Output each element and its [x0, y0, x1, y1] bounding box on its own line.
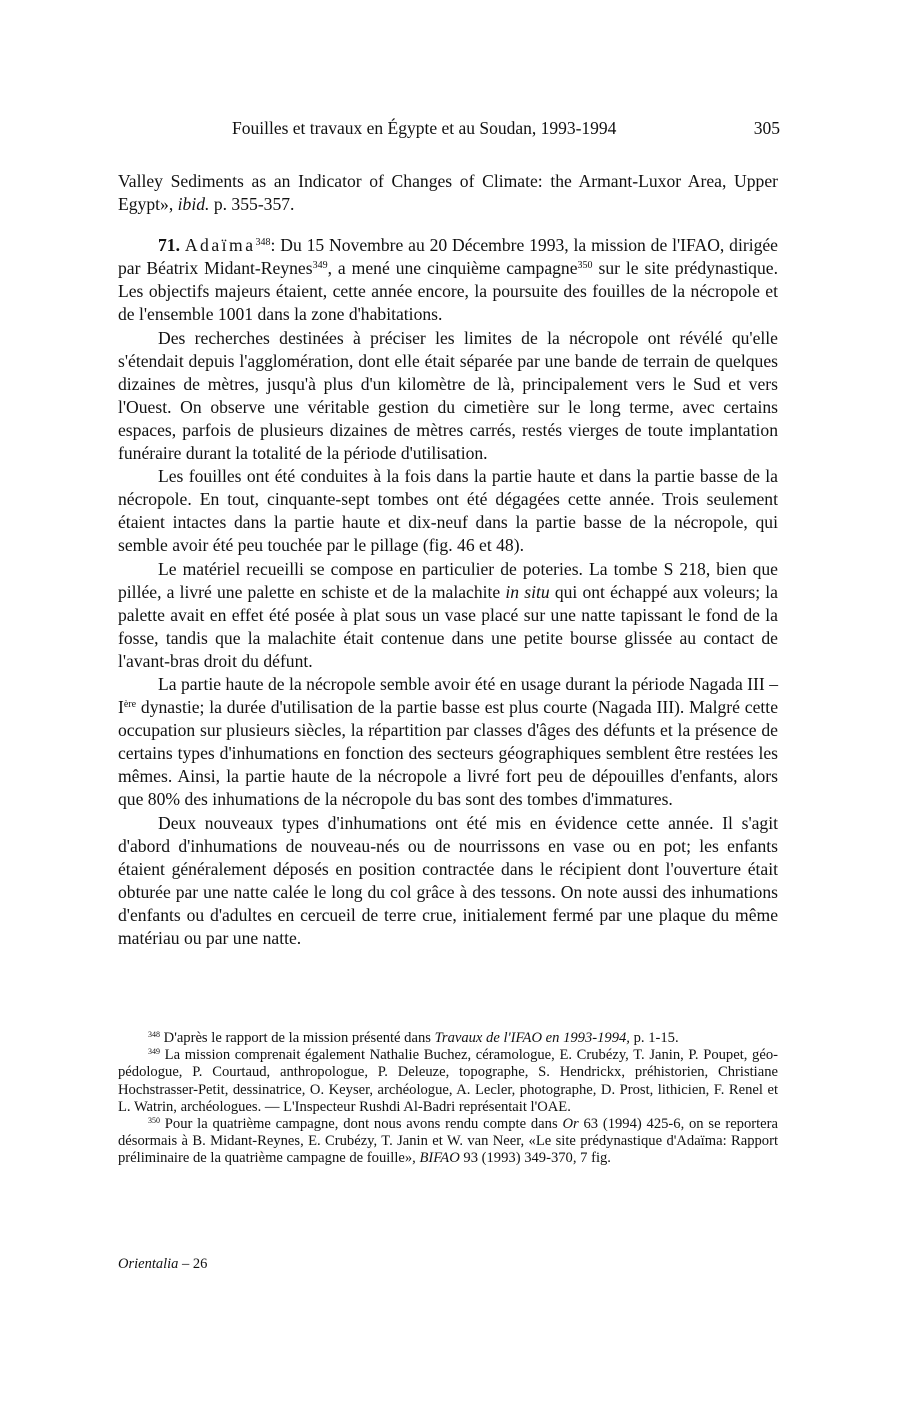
paragraph-chronology: [118, 673, 778, 812]
continued-reference-pages: p. 355-357.: [213, 194, 295, 215]
paragraph-71: [118, 234, 778, 326]
signature-mark: [118, 1256, 207, 1273]
footnote-ref-349: 349: [312, 260, 328, 272]
footnote-348-title-italic: Travaux de l'IFAO en 1993-1994,: [434, 1030, 630, 1046]
footnote-350: [118, 1116, 778, 1168]
footnote-number: 349: [148, 1047, 160, 1057]
paragraph-necropolis-limits: Des recherches destinées à préciser les limites de la nécropole ont révélé qu'elle s'étendait depuis l'agglomération, dont elle était séparée par une bande de terrain de quelques dizaines de mètres, jusqu'à plus d'un kilomètre de là, principalement vers le Sud et vers l'Ouest. On observe une véritable gestion du cimetière sur le long terme, avec certains espaces, parfois de plusieurs dizaines de mètres carrés, restés vierges de toute implantation funéraire durant la totalité de la période d'utilisation.: [118, 327, 778, 464]
main-text: [118, 170, 778, 950]
sheet-number: 26: [192, 1256, 208, 1272]
continued-reference: [118, 170, 778, 216]
site-name: Adaïma: [184, 235, 256, 256]
footer-separator: –: [182, 1256, 190, 1272]
in-situ-italic: in situ: [505, 581, 550, 602]
page-number: 305: [753, 118, 780, 138]
journal-name: Orientalia: [118, 1256, 179, 1272]
footnote-350-text-b: 63 (1994) 425-6, on se reportera désormais à B. Midant-Reynes, E. Crubézy, T. Janin et W. van Neer, «Le site prédynastique d'Adaïma: Rapport préliminaire de la quatrième campagne de fouille»,: [118, 1116, 778, 1167]
footnote-350-text-a: Pour la quatrième campagne, dont nous avons rendu compte dans: [164, 1116, 558, 1133]
paragraph-chronology-text-b: dynastie; la durée d'utilisation de la partie basse est plus courte (Nagada III). Malgré cette occupation sur plusieurs siècles, la répartition par classes d'âges des défunts et la présence de certains types d'inhumations en fonction des secteurs géographiques semblent être restées les mêmes. Ainsi, la partie haute de la nécropole a livré fort peu de dépouilles d'enfants, alors que 80% des inhumations de la nécropole du bas sont des tombes d'immatures.: [118, 697, 778, 810]
paragraph-71-text-c: sur le site prédynastique. Les objectifs majeurs étaient, cette année encore, la poursuite des fouilles de la nécropole et de l'ensemble 1001 dans la zone d'habitations.: [118, 258, 778, 325]
paragraph-excavations: Les fouilles ont été conduites à la fois dans la partie haute et dans la partie basse de la nécropole. En tout, cinquante-sept tombes ont été dégagées cette année. Trois seulement étaient intactes dans la partie haute et dix-neuf dans la partie basse de la nécropole, qui semble avoir été peu touchée par le pillage (fig. 46 et 48).: [118, 466, 778, 556]
footnote-348: [118, 1030, 778, 1047]
footnote-number: 350: [148, 1116, 160, 1126]
footnote-348-text-a: D'après le rapport de la mission présenté dans: [163, 1030, 431, 1046]
paragraph-material-text-a: Le matériel recueilli se compose en particulier de poteries. La tombe S 218, bien que pillée, a livré une palette en schiste et de la malachite: [118, 558, 778, 602]
footnotes: [118, 1030, 778, 1168]
paragraph-71-text-b: , a mené une cinquième campagne: [327, 258, 578, 279]
continued-reference-text: Valley Sediments as an Indicator of Changes of Climate: the Armant-Luxor Area, Upper Egypt»,: [118, 171, 778, 215]
paragraph-71-text-a: : Du 15 Novembre au 20 Décembre 1993, la mission de l'IFAO, dirigée par Béatrix Midant-Reynes: [118, 235, 778, 279]
footnote-350-journal-italic: Or: [562, 1116, 579, 1133]
footnote-349: [118, 1047, 778, 1116]
ordinal-superscript: ère: [123, 699, 137, 711]
paragraph-material: [118, 558, 778, 673]
footnote-number: 348: [148, 1030, 160, 1039]
ibid-italic: ibid.: [177, 194, 210, 215]
running-title: Fouilles et travaux en Égypte et au Soudan, 1993-1994: [232, 118, 617, 138]
footnote-349-text: La mission comprenait également Nathalie Buchez, céramologue, E. Crubézy, T. Janin, P. Poupet, géo-pédologue, P. Courtaud, anthropologue, P. Deleuze, topographe, S. Hendrickx, préhistorien, Christiane Hochstrasser-Petit, dessinatrice, O. Keyser, archéologue, A. Lecler, photographe, D. Prost, lithicien, F. Renel et L. Watrin, archéologues. — L'Inspecteur Rushdi Al-Badri représentait l'OAE.: [118, 1047, 778, 1115]
footnote-350-bifao-italic: BIFAO: [419, 1150, 460, 1167]
section-number: 71.: [158, 235, 180, 256]
paragraph-burial-types: Deux nouveaux types d'inhumations ont été mis en évidence cette année. Il s'agit d'abord d'inhumations de nouveau-nés ou de nourrissons en vase ou en pot; les enfants étaient généralement déposés en position contractée dans le récipient dont l'ouverture était obturée par une natte calée le long du col grâce à des tessons. On note aussi des inhumations d'enfants ou d'adultes en cercueil de terre crue, initialement fermé par une plaque du même matériau ou par une natte.: [118, 812, 778, 948]
paragraph-chronology-text-a: La partie haute de la nécropole semble avoir été en usage durant la période Nagada III – I: [118, 673, 778, 718]
paragraph-material-text-b: qui ont échappé aux voleurs; la palette avait en effet été posée à plat sous un vase placé sur une natte tapissant le fond de la fosse, tandis que la malachite était contenue dans une petite bourse glissée au contact de l'avant-bras droit du défunt.: [118, 581, 778, 671]
footnote-ref-350: 350: [577, 260, 593, 272]
footnote-348-text-b: p. 1-15.: [633, 1030, 679, 1046]
footnote-350-text-c: 93 (1993) 349-370, 7 fig.: [463, 1150, 611, 1167]
footnote-ref-348: 348: [255, 237, 271, 249]
